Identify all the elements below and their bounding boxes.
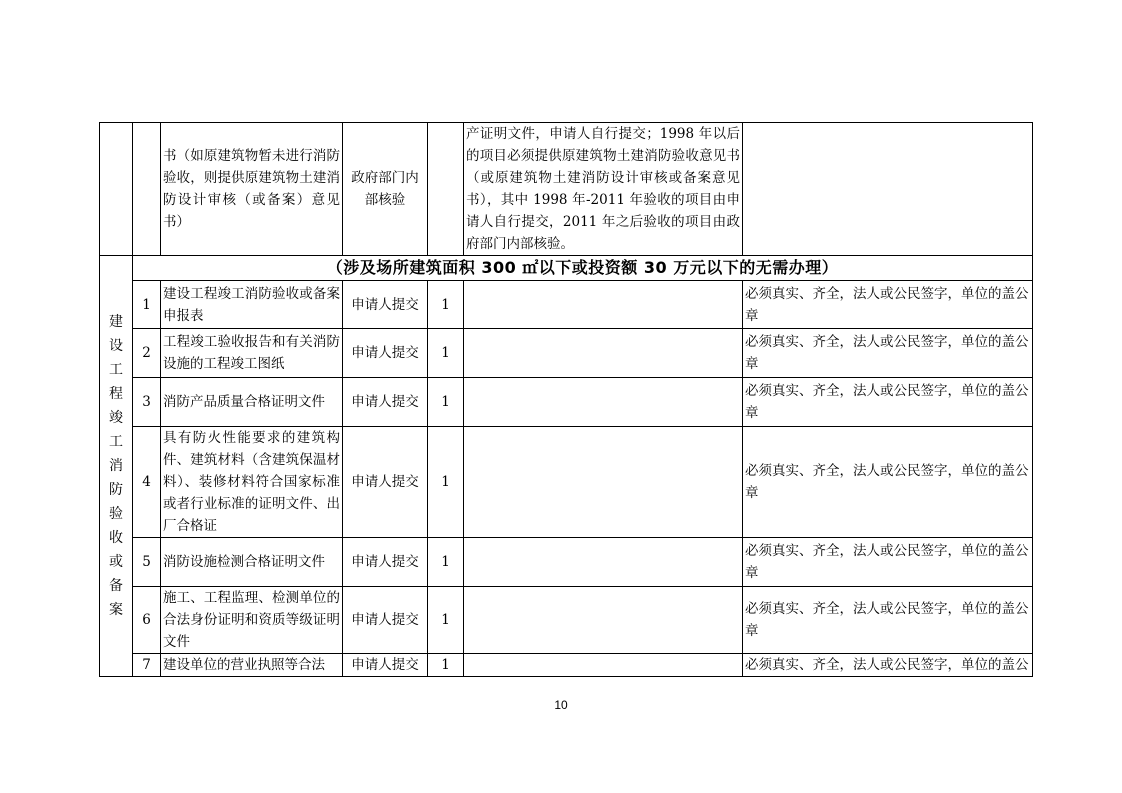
description-cell <box>464 587 743 654</box>
table-row <box>100 538 1033 587</box>
row-number: 4 <box>133 427 161 538</box>
note-cell: 必须真实、齐全，法人或公民签字，单位的盖公章 <box>743 378 1033 427</box>
table-row <box>100 427 1033 538</box>
material-cell: 消防设施检测合格证明文件 <box>161 538 343 587</box>
copies-cell: 1 <box>428 587 464 654</box>
section-header: （涉及场所建筑面积 300 ㎡以下或投资额 30 万元以下的无需办理） <box>133 256 1033 281</box>
section-header-row <box>100 256 1033 281</box>
note-cell: 必须真实、齐全，法人或公民签字，单位的盖公章 <box>743 427 1033 538</box>
description-cell: 产证明文件，申请人自行提交；1998 年以后的项目必须提供原建筑物土建消防验收意见书（或原建筑物土建消防设计审核或备案意见书），其中 1998 年-2011 年验收的项目由申请人自行提交，2011 年之后验收的项目由政府部门内部核验。 <box>464 123 743 256</box>
note-cell: 必须真实、齐全，法人或公民签字，单位的盖公 <box>743 654 1033 677</box>
row-number: 3 <box>133 378 161 427</box>
copies-cell: 1 <box>428 427 464 538</box>
material-cell: 工程竣工验收报告和有关消防设施的工程竣工图纸 <box>161 329 343 378</box>
table-row <box>100 329 1033 378</box>
category-cell-empty <box>100 123 133 256</box>
material-cell: 施工、工程监理、检测单位的合法身份证明和资质等级证明文件 <box>161 587 343 654</box>
page-number: 10 <box>554 698 568 712</box>
description-cell <box>464 329 743 378</box>
material-cell: 建设单位的营业执照等合法 <box>161 654 343 677</box>
note-cell: 必须真实、齐全，法人或公民签字，单位的盖公章 <box>743 538 1033 587</box>
requirements-table <box>99 122 1033 677</box>
copies-cell: 1 <box>428 281 464 329</box>
copies-cell: 1 <box>428 538 464 587</box>
description-cell <box>464 654 743 677</box>
source-cell: 申请人提交 <box>343 427 428 538</box>
copies-cell: 1 <box>428 378 464 427</box>
row-number: 2 <box>133 329 161 378</box>
row-number: 1 <box>133 281 161 329</box>
source-cell: 申请人提交 <box>343 654 428 677</box>
source-cell: 申请人提交 <box>343 378 428 427</box>
material-cell: 消防产品质量合格证明文件 <box>161 378 343 427</box>
category-cell <box>100 256 133 677</box>
material-cell: 具有防火性能要求的建筑构件、建筑材料（含建筑保温材料）、装修材料符合国家标准或者行业标准的证明文件、出厂合格证 <box>161 427 343 538</box>
table-row <box>100 587 1033 654</box>
row-number: 7 <box>133 654 161 677</box>
description-cell <box>464 538 743 587</box>
table-row <box>100 378 1033 427</box>
copies-cell: 1 <box>428 329 464 378</box>
row-number: 5 <box>133 538 161 587</box>
material-cell: 建设工程竣工消防验收或备案申报表 <box>161 281 343 329</box>
description-cell <box>464 281 743 329</box>
table-row <box>100 281 1033 329</box>
continuation-row <box>100 123 1033 256</box>
source-cell: 申请人提交 <box>343 538 428 587</box>
note-cell: 必须真实、齐全，法人或公民签字，单位的盖公章 <box>743 329 1033 378</box>
material-cell: 书（如原建筑物暂未进行消防验收，则提供原建筑物土建消防设计审核（或备案）意见书） <box>161 123 343 256</box>
description-cell <box>464 427 743 538</box>
copies-cell <box>428 123 464 256</box>
number-cell-empty <box>133 123 161 256</box>
source-cell: 政府部门内部核验 <box>343 123 428 256</box>
row-number: 6 <box>133 587 161 654</box>
table-row <box>100 654 1033 677</box>
source-cell: 申请人提交 <box>343 281 428 329</box>
category-label: 建设工程竣工消防验收或备案 <box>109 314 123 618</box>
source-cell: 申请人提交 <box>343 587 428 654</box>
note-cell <box>743 123 1033 256</box>
description-cell <box>464 378 743 427</box>
copies-cell: 1 <box>428 654 464 677</box>
note-cell: 必须真实、齐全，法人或公民签字，单位的盖公章 <box>743 587 1033 654</box>
note-cell: 必须真实、齐全，法人或公民签字，单位的盖公章 <box>743 281 1033 329</box>
source-cell: 申请人提交 <box>343 329 428 378</box>
